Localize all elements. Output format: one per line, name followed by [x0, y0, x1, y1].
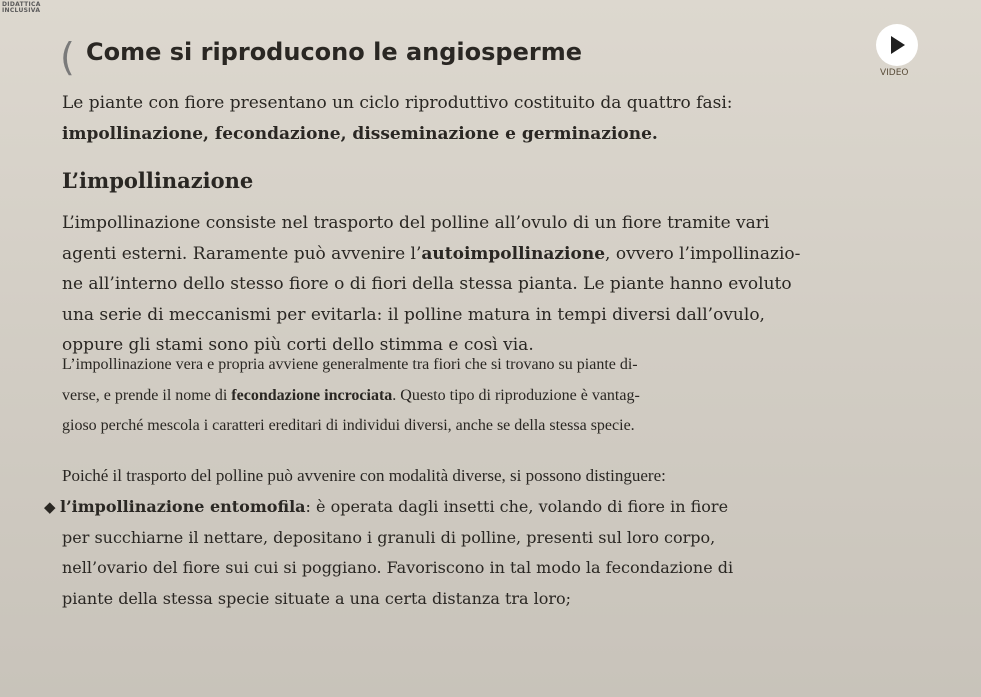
p2-line-3: gioso perché mescola i caratteri ereditari di individui diversi, anche se della stessa specie.: [62, 417, 635, 434]
p2-line-2: [62, 381, 981, 412]
p1-line-5: oppure gli stami sono più corti dello stimma e così via.: [62, 335, 534, 355]
term-impollinazione-entomofila: l’impollinazione entomofila: [60, 497, 306, 516]
intro-line-2: impollinazione, fecondazione, disseminazione e germinazione.: [62, 123, 658, 144]
p1-line-3: ne all’interno dello stesso fiore o di fiori della stessa pianta. Le piante hanno evoluto: [62, 274, 792, 294]
bullet-line-3: nell’ovario del fiore sui cui si poggiano. Favoriscono in tal modo la fecondazione di: [62, 558, 734, 577]
p1-line-2-a: agenti esterni. Raramente può avvenire l’: [62, 243, 422, 264]
section-heading: L’impollinazione: [62, 168, 254, 193]
diamond-bullet-icon: ◆: [44, 498, 56, 516]
term-fecondazione-incrociata: fecondazione incrociata: [231, 386, 393, 404]
badge-line-1: DIDATTICA: [2, 1, 41, 8]
intro-paragraph: [62, 88, 922, 149]
badge-line-2: INCLUSIVA: [2, 7, 41, 14]
bullet-entomofila: [44, 492, 964, 614]
open-paren-decoration: (: [60, 35, 75, 79]
p2-line-1: L’impollinazione vera e propria avviene generalmente tra fiori che si trovano su piante di-: [62, 356, 638, 373]
p1-line-4: una serie di meccanismi per evitarla: il polline matura in tempi diversi dall’ovulo,: [62, 304, 765, 325]
bullet-line-4: piante della stessa specie situate a una certa distanza tra loro;: [62, 588, 572, 608]
play-icon: [891, 36, 905, 54]
bullet-line-1-rest: : è operata dagli insetti che, volando di fiore in fiore: [305, 497, 729, 516]
bullet-line-1: [44, 492, 964, 523]
video-play-button[interactable]: [876, 24, 918, 66]
p1-line-2: [62, 239, 967, 270]
p2-line-2-a: verse, e prende il nome di: [62, 386, 232, 404]
paragraph-fecondazione: [62, 350, 981, 442]
p1-line-1: L’impollinazione consiste nel trasporto del polline all’ovulo di un fiore tramite vari: [62, 213, 770, 233]
bullet-line-2: per succhiarne il nettare, depositano i granuli di polline, presenti sul loro corpo,: [62, 527, 716, 547]
page-title: Come si riproducono le angiosperme: [86, 38, 582, 66]
p2-line-2-c: . Questo tipo di riproduzione è vantag-: [392, 386, 640, 404]
intro-line-1: Le piante con fiore presentano un ciclo riproduttivo costituito da quattro fasi:: [62, 93, 733, 113]
term-autoimpollinazione: autoimpollinazione: [421, 243, 606, 264]
paragraph-modalita: Poiché il trasporto del polline può avvenire con modalità diverse, si possono distinguere:: [62, 466, 666, 485]
didattica-inclusiva-badge: [2, 2, 50, 14]
video-label: VIDEO: [880, 68, 909, 78]
paragraph-impollinazione: [62, 208, 967, 361]
p1-line-2-c: , ovvero l’impollinazio-: [605, 243, 801, 264]
